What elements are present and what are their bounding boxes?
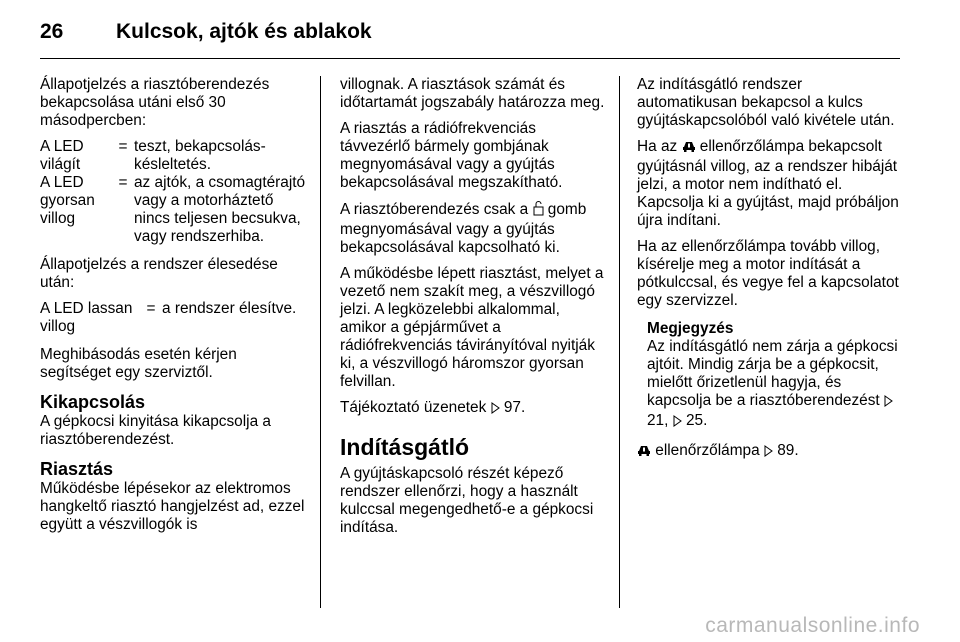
text: ellenőrzőlámpa bekapcsolt gyújtásnál villog, az a rendszer hibáját jelzi, a motor nem indítható el. Kapcsolja ki a gyújtást, majd próbáljon újra indítani.	[637, 138, 899, 229]
note-text	[647, 338, 905, 432]
column-1	[40, 76, 308, 542]
header-rule	[40, 58, 900, 59]
heading-inditasgatlo: Indításgátló	[340, 434, 470, 460]
status-intro-2: Állapotjelzés a rendszer élesedése után:	[40, 256, 278, 291]
led-meaning: az ajtók, a csomagtérajtó vagy a motorháztető nincs teljesen becsukva, vagy rendszerhiba.	[134, 174, 306, 245]
riasztas-text: Működésbe lépésekor az elektromos hangkeltő riasztó hangjelzést ad, ezzel együtt a vészvillogók is	[40, 480, 305, 533]
column-3	[637, 76, 905, 470]
paragraph	[637, 442, 905, 462]
page-reference: 89.	[777, 442, 799, 459]
column-divider	[320, 76, 321, 608]
equals-sign: =	[146, 300, 156, 317]
page-reference-icon	[884, 394, 893, 412]
text: Tájékoztató üzenetek	[340, 399, 487, 416]
paragraph: Ha az ellenőrzőlámpa tovább villog, kísérelje meg a motor indítását a pótkulccsal, és vegye fel a kapcsolatot egy szervizzel.	[637, 238, 899, 309]
car-key-warning-icon	[637, 444, 651, 462]
led-status-table-2	[40, 300, 296, 336]
led-meaning: teszt, bekapcsolás-késleltetés.	[134, 138, 266, 173]
text: A riasztóberendezés csak a	[340, 201, 529, 218]
paragraph	[637, 138, 905, 230]
paragraph: Az indításgátló rendszer automatikusan bekapcsol a kulcs gyújtáskapcsolóból való kivétele után.	[637, 76, 895, 129]
equals-sign: =	[118, 138, 128, 155]
text: Ha az	[637, 138, 678, 155]
column-divider	[619, 76, 620, 608]
led-status-table-1	[40, 138, 308, 246]
table-row	[40, 138, 308, 174]
text: gomb megnyomásával vagy a gyújtás bekapcsolásával kapcsolható ki.	[340, 201, 587, 256]
led-key: A LED gyorsan villog	[40, 174, 95, 227]
heading-riasztas: Riasztás	[40, 459, 114, 479]
led-meaning: a rendszer élesítve.	[162, 300, 297, 317]
led-key: A LED lassan villog	[40, 300, 133, 335]
heading-kikapcsolas: Kikapcsolás	[40, 392, 146, 412]
text: Az indításgátló nem zárja a gépkocsi ajtóit. Mindig zárja be a gépkocsit, mielőtt őrizetlenül hagyja, és kapcsolja be a riasztóberendezést	[647, 338, 898, 409]
page-header	[0, 0, 960, 60]
kikapcsolas-text: A gépkocsi kinyitása kikapcsolja a riasztóberendezést.	[40, 413, 271, 448]
note-title: Megjegyzés	[647, 320, 734, 337]
page-reference: 25.	[685, 412, 708, 429]
paragraph	[340, 200, 608, 257]
table-row	[40, 174, 308, 246]
paragraph: A működésbe lépett riasztást, melyet a vezető nem szakít meg, a vészvillogó jelzi. A legközelebbi alkalommal, amikor a gépjárművet a rádiófrekvenciás távirányítóval nyitják ki, a vészvillogó háromszor gyorsan felvillan.	[340, 265, 604, 390]
page-reference: 97.	[503, 399, 526, 416]
help-text: Meghibásodás esetén kérjen segítséget egy szerviztől.	[40, 346, 237, 381]
paragraph: A gyújtáskapcsoló részét képező rendszer ellenőrzi, hogy a használt kulccsal megengedhető-e a gépkocsi indítása.	[340, 465, 594, 536]
page-number: 26	[40, 20, 64, 43]
column-2	[340, 76, 608, 545]
equals-sign: =	[118, 174, 128, 191]
unlock-icon	[533, 200, 544, 221]
chapter-title: Kulcsok, ajtók és ablakok	[116, 20, 372, 43]
watermark: carmanualsonline.info	[705, 614, 920, 637]
paragraph	[340, 399, 608, 419]
car-key-warning-icon	[682, 140, 696, 158]
table-row	[40, 300, 296, 336]
page-reference-icon	[673, 414, 682, 432]
page-reference-icon	[491, 401, 500, 419]
led-key: A LED világít	[40, 138, 84, 173]
page-reference-icon	[764, 444, 773, 462]
paragraph: A riasztás a rádiófrekvenciás távvezérlő bármely gombjának megnyomásával vagy a gyújtás bekapcsolásával megszakítható.	[340, 120, 563, 191]
page-reference: 21,	[647, 412, 669, 429]
note-box	[647, 320, 905, 432]
paragraph: villognak. A riasztások számát és időtartamát jogszabály határozza meg.	[340, 76, 605, 111]
text: ellenőrzőlámpa	[655, 442, 760, 459]
status-intro-1: Állapotjelzés a riasztóberendezés bekapcsolása utáni első 30 másodpercben:	[40, 76, 270, 129]
